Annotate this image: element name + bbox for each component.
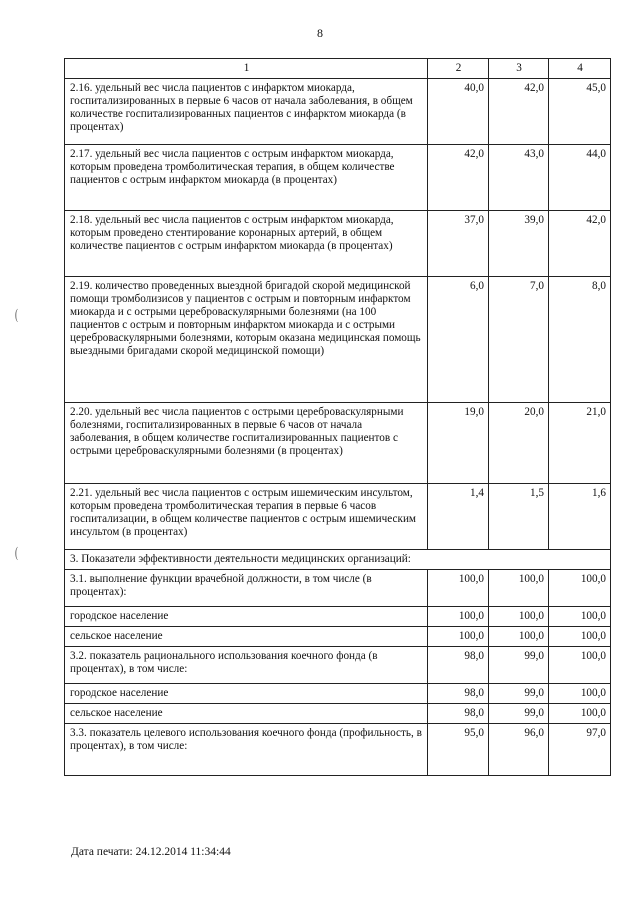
- indicator-value: 8,0: [549, 277, 611, 403]
- indicator-value: 40,0: [428, 79, 489, 145]
- indicator-table-wrap: [64, 58, 610, 776]
- indicator-table-body: [65, 59, 611, 776]
- indicator-value: 1,6: [549, 484, 611, 550]
- indicator-value: 100,0: [489, 627, 549, 647]
- indicator-value: 39,0: [489, 211, 549, 277]
- indicator-value: 100,0: [549, 704, 611, 724]
- indicator-value: 6,0: [428, 277, 489, 403]
- indicator-label: сельское население: [65, 627, 428, 647]
- table-row: [65, 211, 611, 277]
- indicator-value: 100,0: [549, 570, 611, 607]
- indicator-label: 2.18. удельный вес числа пациентов с острым инфарктом миокарда, которым проведено стентирование коронарных артерий, в общем количестве пациентов с острым инфарктом миокарда (в процентах): [65, 211, 428, 277]
- indicator-label: 2.16. удельный вес числа пациентов с инфарктом миокарда, госпитализированных в первые 6 часов от начала заболевания, в общем количестве госпитализированных пациентов с инфарктом миокарда (в процентах): [65, 79, 428, 145]
- table-row: [65, 277, 611, 403]
- indicator-value: 45,0: [549, 79, 611, 145]
- indicator-value: 96,0: [489, 724, 549, 776]
- indicator-label: городское население: [65, 607, 428, 627]
- table-row: [65, 484, 611, 550]
- indicator-value: 99,0: [489, 684, 549, 704]
- table-row: [65, 607, 611, 627]
- table-row: [65, 570, 611, 607]
- indicator-value: 7,0: [489, 277, 549, 403]
- header-cell: 3: [489, 59, 549, 79]
- indicator-label: 3.1. выполнение функции врачебной должности, в том числе (в процентах):: [65, 570, 428, 607]
- indicator-value: 100,0: [489, 570, 549, 607]
- table-row: [65, 145, 611, 211]
- margin-mark: (: [15, 545, 18, 561]
- indicator-value: 1,5: [489, 484, 549, 550]
- margin-mark: (: [15, 307, 18, 323]
- indicator-label: городское население: [65, 684, 428, 704]
- table-row: [65, 704, 611, 724]
- indicator-value: 37,0: [428, 211, 489, 277]
- indicator-value: 100,0: [549, 627, 611, 647]
- indicator-value: 42,0: [489, 79, 549, 145]
- table-row: [65, 627, 611, 647]
- indicator-value: 100,0: [428, 627, 489, 647]
- indicator-value: 43,0: [489, 145, 549, 211]
- indicator-label: 3. Показатели эффективности деятельности медицинских организаций:: [65, 550, 611, 570]
- indicator-value: 1,4: [428, 484, 489, 550]
- indicator-label: 3.2. показатель рационального использования коечного фонда (в процентах), в том числе:: [65, 647, 428, 684]
- indicator-value: 98,0: [428, 684, 489, 704]
- table-row: [65, 724, 611, 776]
- indicator-table: [64, 58, 611, 776]
- indicator-label: 2.20. удельный вес числа пациентов с острыми цереброваскулярными болезнями, госпитализированных в первые 6 часов от начала заболевания, в общем количестве госпитализированных пациентов с острыми цереброваскулярными болезнями (в процентах): [65, 403, 428, 484]
- indicator-value: 99,0: [489, 647, 549, 684]
- indicator-label: 2.21. удельный вес числа пациентов с острым ишемическим инсультом, которым проведена тромболитическая терапия в первые 6 часов госпитализации, в общем количестве пациентов с острым ишемическим инсультом (в процентах): [65, 484, 428, 550]
- indicator-value: 100,0: [549, 647, 611, 684]
- indicator-value: 100,0: [428, 570, 489, 607]
- indicator-value: 100,0: [549, 607, 611, 627]
- indicator-value: 42,0: [428, 145, 489, 211]
- table-header-row: [65, 59, 611, 79]
- table-row: [65, 684, 611, 704]
- indicator-value: 19,0: [428, 403, 489, 484]
- indicator-value: 21,0: [549, 403, 611, 484]
- table-row: [65, 550, 611, 570]
- table-row: [65, 647, 611, 684]
- indicator-value: 100,0: [489, 607, 549, 627]
- indicator-label: сельское население: [65, 704, 428, 724]
- indicator-value: 20,0: [489, 403, 549, 484]
- header-cell: 4: [549, 59, 611, 79]
- indicator-value: 42,0: [549, 211, 611, 277]
- indicator-value: 98,0: [428, 704, 489, 724]
- indicator-value: 98,0: [428, 647, 489, 684]
- table-row: [65, 403, 611, 484]
- indicator-label: 2.17. удельный вес числа пациентов с острым инфарктом миокарда, которым проведена тромболитическая терапия, в общем количестве пациентов с острым инфарктом миокарда (в процентах): [65, 145, 428, 211]
- header-cell: 1: [65, 59, 428, 79]
- header-cell: 2: [428, 59, 489, 79]
- page-number: 8: [317, 26, 323, 40]
- indicator-value: 100,0: [428, 607, 489, 627]
- indicator-value: 97,0: [549, 724, 611, 776]
- indicator-value: 95,0: [428, 724, 489, 776]
- indicator-label: 3.3. показатель целевого использования коечного фонда (профильность, в процентах), в том числе:: [65, 724, 428, 776]
- indicator-label: 2.19. количество проведенных выездной бригадой скорой медицинской помощи тромболизисов у пациентов с острым и повторным инфарктом миокарда и с острыми цереброваскулярными болезнями (на 100 пациентов с острым и повторным инфарктом миокарда и с острыми цереброваскулярными болезнями, которым оказана медицинская помощь выездными бригадами скорой медицинской помощи): [65, 277, 428, 403]
- table-row: [65, 79, 611, 145]
- indicator-value: 99,0: [489, 704, 549, 724]
- indicator-value: 44,0: [549, 145, 611, 211]
- indicator-value: 100,0: [549, 684, 611, 704]
- print-date: Дата печати: 24.12.2014 11:34:44: [71, 846, 231, 858]
